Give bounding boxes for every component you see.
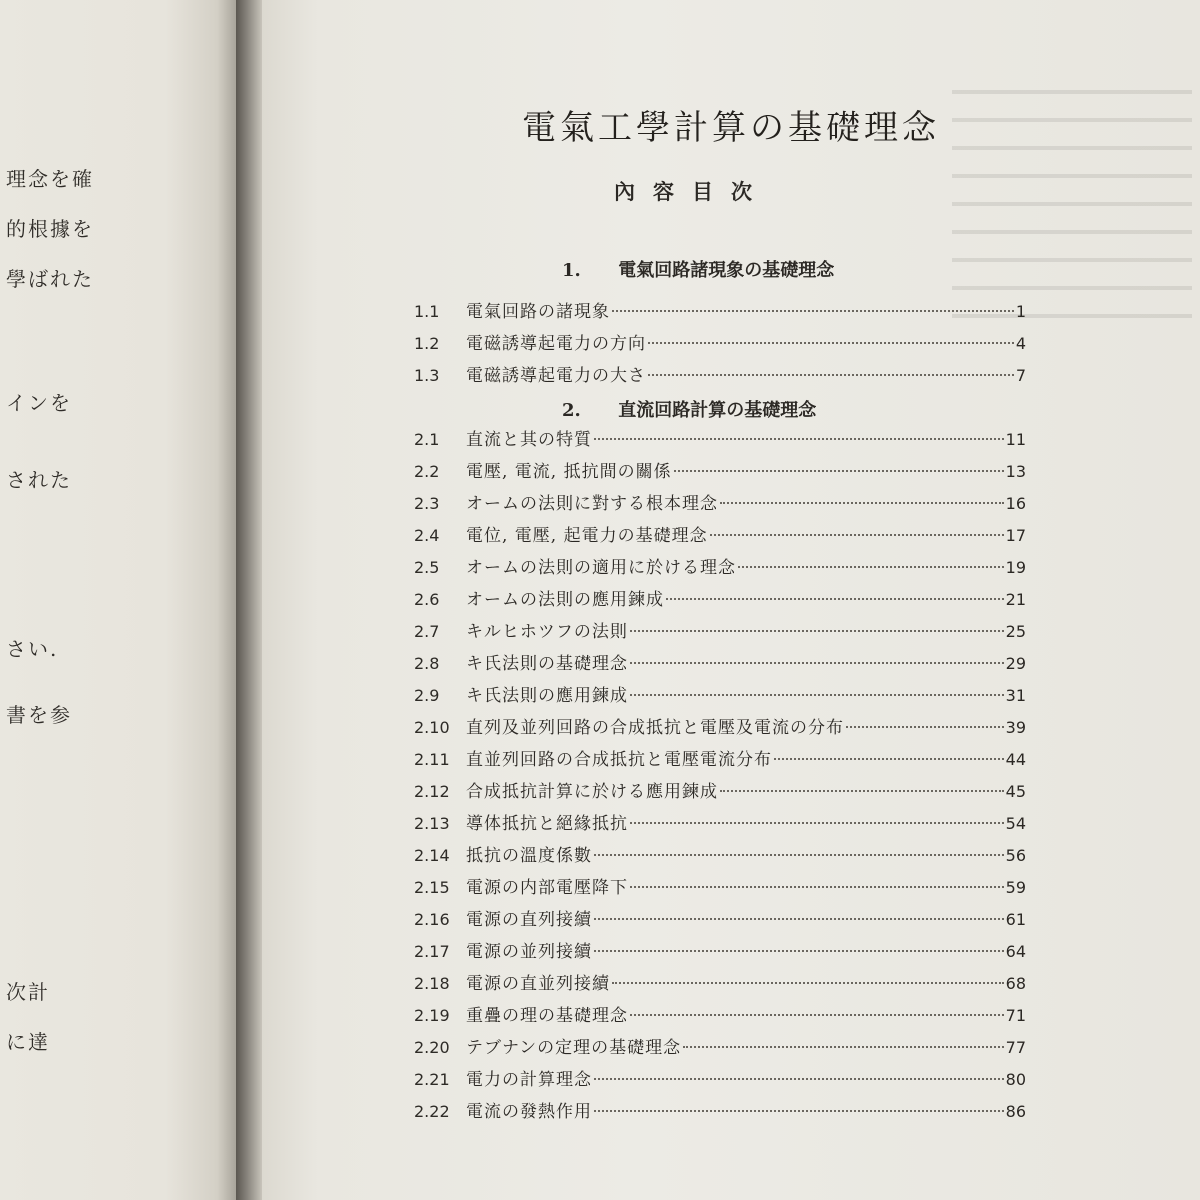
page-number: 86 <box>1005 1102 1026 1121</box>
toc-entry[interactable] <box>414 361 1026 389</box>
section-number: 2.6 <box>414 590 440 609</box>
page-number: 16 <box>1005 494 1026 513</box>
section-number: 2.14 <box>414 846 450 865</box>
section-number: 2.16 <box>414 910 450 929</box>
leader-dots <box>630 630 1004 632</box>
leader-dots <box>774 758 1004 760</box>
left-page-text-line: された <box>6 468 72 492</box>
page-number: 54 <box>1005 814 1026 833</box>
section-title: 直列及並列回路の合成抵抗と電壓及電流の分布 <box>466 718 844 738</box>
section-title: 電力の計算理念 <box>466 1070 592 1090</box>
page-number: 45 <box>1005 782 1026 801</box>
section-number: 2.1 <box>414 430 440 449</box>
page-number: 56 <box>1005 846 1026 865</box>
leader-dots <box>594 854 1004 856</box>
leader-dots <box>594 1110 1004 1112</box>
section-title: 重疊の理の基礎理念 <box>466 1006 628 1026</box>
left-page-text-line: 理念を確 <box>6 167 94 191</box>
page-number: 71 <box>1005 1006 1026 1025</box>
section-title: 電磁誘導起電力の大さ <box>466 366 646 386</box>
section-number: 2.9 <box>414 686 440 705</box>
leader-dots <box>630 886 1004 888</box>
section-title: 電源の直並列接續 <box>466 974 610 994</box>
section-number: 1.2 <box>414 334 440 353</box>
left-page-text-line: 書を参 <box>6 703 72 727</box>
toc-entry[interactable] <box>414 713 1026 741</box>
section-number: 1.1 <box>414 302 440 321</box>
toc-entry[interactable] <box>414 585 1026 613</box>
section-title: 直流と其の特質 <box>466 430 592 450</box>
leader-dots <box>612 310 1014 312</box>
page-number: 59 <box>1005 878 1026 897</box>
chapter-title: 直流回路計算の基礎理念 <box>618 400 817 421</box>
page-number: 17 <box>1005 526 1026 545</box>
section-number: 2.20 <box>414 1038 450 1057</box>
section-number: 2.19 <box>414 1006 450 1025</box>
section-number: 2.2 <box>414 462 440 481</box>
section-title: 電磁誘導起電力の方向 <box>466 334 646 354</box>
toc-entry[interactable] <box>414 1001 1026 1029</box>
section-title: 電壓, 電流, 抵抗間の關係 <box>466 462 672 482</box>
left-page-text-line: 學ばれた <box>6 267 94 291</box>
left-page <box>0 0 236 1200</box>
toc-entry[interactable] <box>414 617 1026 645</box>
section-number: 2.18 <box>414 974 450 993</box>
page-number: 77 <box>1005 1038 1026 1057</box>
toc-entry[interactable] <box>414 841 1026 869</box>
toc-entry[interactable] <box>414 553 1026 581</box>
section-number: 2.13 <box>414 814 450 833</box>
leader-dots <box>674 470 1004 472</box>
section-title: 直並列回路の合成抵抗と電壓電流分布 <box>466 750 772 770</box>
section-number: 2.4 <box>414 526 440 545</box>
section-title: 電流の發熱作用 <box>466 1102 592 1122</box>
toc-entry[interactable] <box>414 969 1026 997</box>
section-number: 2.10 <box>414 718 450 737</box>
toc-entry[interactable] <box>414 1033 1026 1061</box>
section-number: 2.12 <box>414 782 450 801</box>
page-number: 64 <box>1005 942 1026 961</box>
leader-dots <box>594 918 1004 920</box>
section-title: 導体抵抗と絕緣抵抗 <box>466 814 628 834</box>
toc-entry[interactable] <box>414 1065 1026 1093</box>
toc-entry[interactable] <box>414 937 1026 965</box>
chapter-heading <box>562 256 834 282</box>
page-number: 4 <box>1015 334 1026 353</box>
leader-dots <box>630 662 1004 664</box>
section-title: 電源の内部電壓降下 <box>466 878 628 898</box>
toc-entry[interactable] <box>414 1097 1026 1125</box>
leader-dots <box>594 1078 1004 1080</box>
page-number: 1 <box>1015 302 1026 321</box>
section-title: 電源の直列接續 <box>466 910 592 930</box>
toc-entry[interactable] <box>414 297 1026 325</box>
book-title: 電氣工學計算の基礎理念 <box>522 108 940 148</box>
leader-dots <box>594 950 1004 952</box>
section-number: 2.8 <box>414 654 440 673</box>
section-title: 抵抗の溫度係數 <box>466 846 592 866</box>
leader-dots <box>630 1014 1004 1016</box>
leader-dots <box>720 502 1004 504</box>
toc-entry[interactable] <box>414 649 1026 677</box>
toc-entry[interactable] <box>414 681 1026 709</box>
page-number: 68 <box>1005 974 1026 993</box>
leader-dots <box>720 790 1004 792</box>
toc-entry[interactable] <box>414 873 1026 901</box>
toc-entry[interactable] <box>414 905 1026 933</box>
toc-entry[interactable] <box>414 425 1026 453</box>
section-number: 2.7 <box>414 622 440 641</box>
chapter-number: 2. <box>562 400 581 421</box>
left-page-text-line: さい. <box>6 637 59 661</box>
section-title: オームの法則の適用に於ける理念 <box>466 558 736 578</box>
toc-entry[interactable] <box>414 777 1026 805</box>
chapter-number: 1. <box>562 260 581 281</box>
section-number: 2.21 <box>414 1070 450 1089</box>
page-number: 39 <box>1005 718 1026 737</box>
leader-dots <box>648 374 1014 376</box>
section-title: 電位, 電壓, 起電力の基礎理念 <box>466 526 708 546</box>
page-number: 19 <box>1005 558 1026 577</box>
section-number: 2.15 <box>414 878 450 897</box>
page-number: 61 <box>1005 910 1026 929</box>
section-title: 電氣回路の諸現象 <box>466 302 610 322</box>
section-title: オームの法則の應用鍊成 <box>466 590 664 610</box>
section-number: 1.3 <box>414 366 440 385</box>
right-page <box>262 0 1200 1200</box>
chapter-title: 電氣回路諸現象の基礎理念 <box>618 260 835 281</box>
section-title: オームの法則に對する根本理念 <box>466 494 718 514</box>
toc-entry[interactable] <box>414 489 1026 517</box>
section-number: 2.11 <box>414 750 450 769</box>
leader-dots <box>846 726 1004 728</box>
leader-dots <box>648 342 1014 344</box>
toc-entry[interactable] <box>414 745 1026 773</box>
left-page-text-line: インを <box>6 391 72 415</box>
section-title: 合成抵抗計算に於ける應用鍊成 <box>466 782 718 802</box>
page-number: 7 <box>1015 366 1026 385</box>
section-number: 2.17 <box>414 942 450 961</box>
section-number: 2.22 <box>414 1102 450 1121</box>
page-number: 25 <box>1005 622 1026 641</box>
left-page-text-line: 的根據を <box>6 217 94 241</box>
toc-entry[interactable] <box>414 521 1026 549</box>
leader-dots <box>612 982 1004 984</box>
leader-dots <box>594 438 1004 440</box>
page-number: 31 <box>1005 686 1026 705</box>
toc-heading: 內容目次 <box>614 179 770 204</box>
leader-dots <box>683 1046 1003 1048</box>
section-title: キルヒホツフの法則 <box>466 622 628 642</box>
left-page-text-line: に達 <box>6 1030 50 1054</box>
page-number: 29 <box>1005 654 1026 673</box>
section-number: 2.3 <box>414 494 440 513</box>
page-number: 11 <box>1005 430 1026 449</box>
section-title: キ氏法則の基礎理念 <box>466 654 628 674</box>
section-title: キ氏法則の應用鍊成 <box>466 686 628 706</box>
toc-entry[interactable] <box>414 329 1026 357</box>
toc-entry[interactable] <box>414 457 1026 485</box>
left-page-text-line: 次計 <box>6 980 50 1004</box>
toc-entry[interactable] <box>414 809 1026 837</box>
section-number: 2.5 <box>414 558 440 577</box>
leader-dots <box>666 598 1004 600</box>
leader-dots <box>710 534 1004 536</box>
chapter-heading <box>562 396 816 422</box>
page-number: 44 <box>1005 750 1026 769</box>
leader-dots <box>630 822 1004 824</box>
page-number: 80 <box>1005 1070 1026 1089</box>
section-title: 電源の並列接續 <box>466 942 592 962</box>
leader-dots <box>738 566 1004 568</box>
page-number: 21 <box>1005 590 1026 609</box>
leader-dots <box>630 694 1004 696</box>
page-number: 13 <box>1005 462 1026 481</box>
section-title: テブナンの定理の基礎理念 <box>466 1038 682 1058</box>
